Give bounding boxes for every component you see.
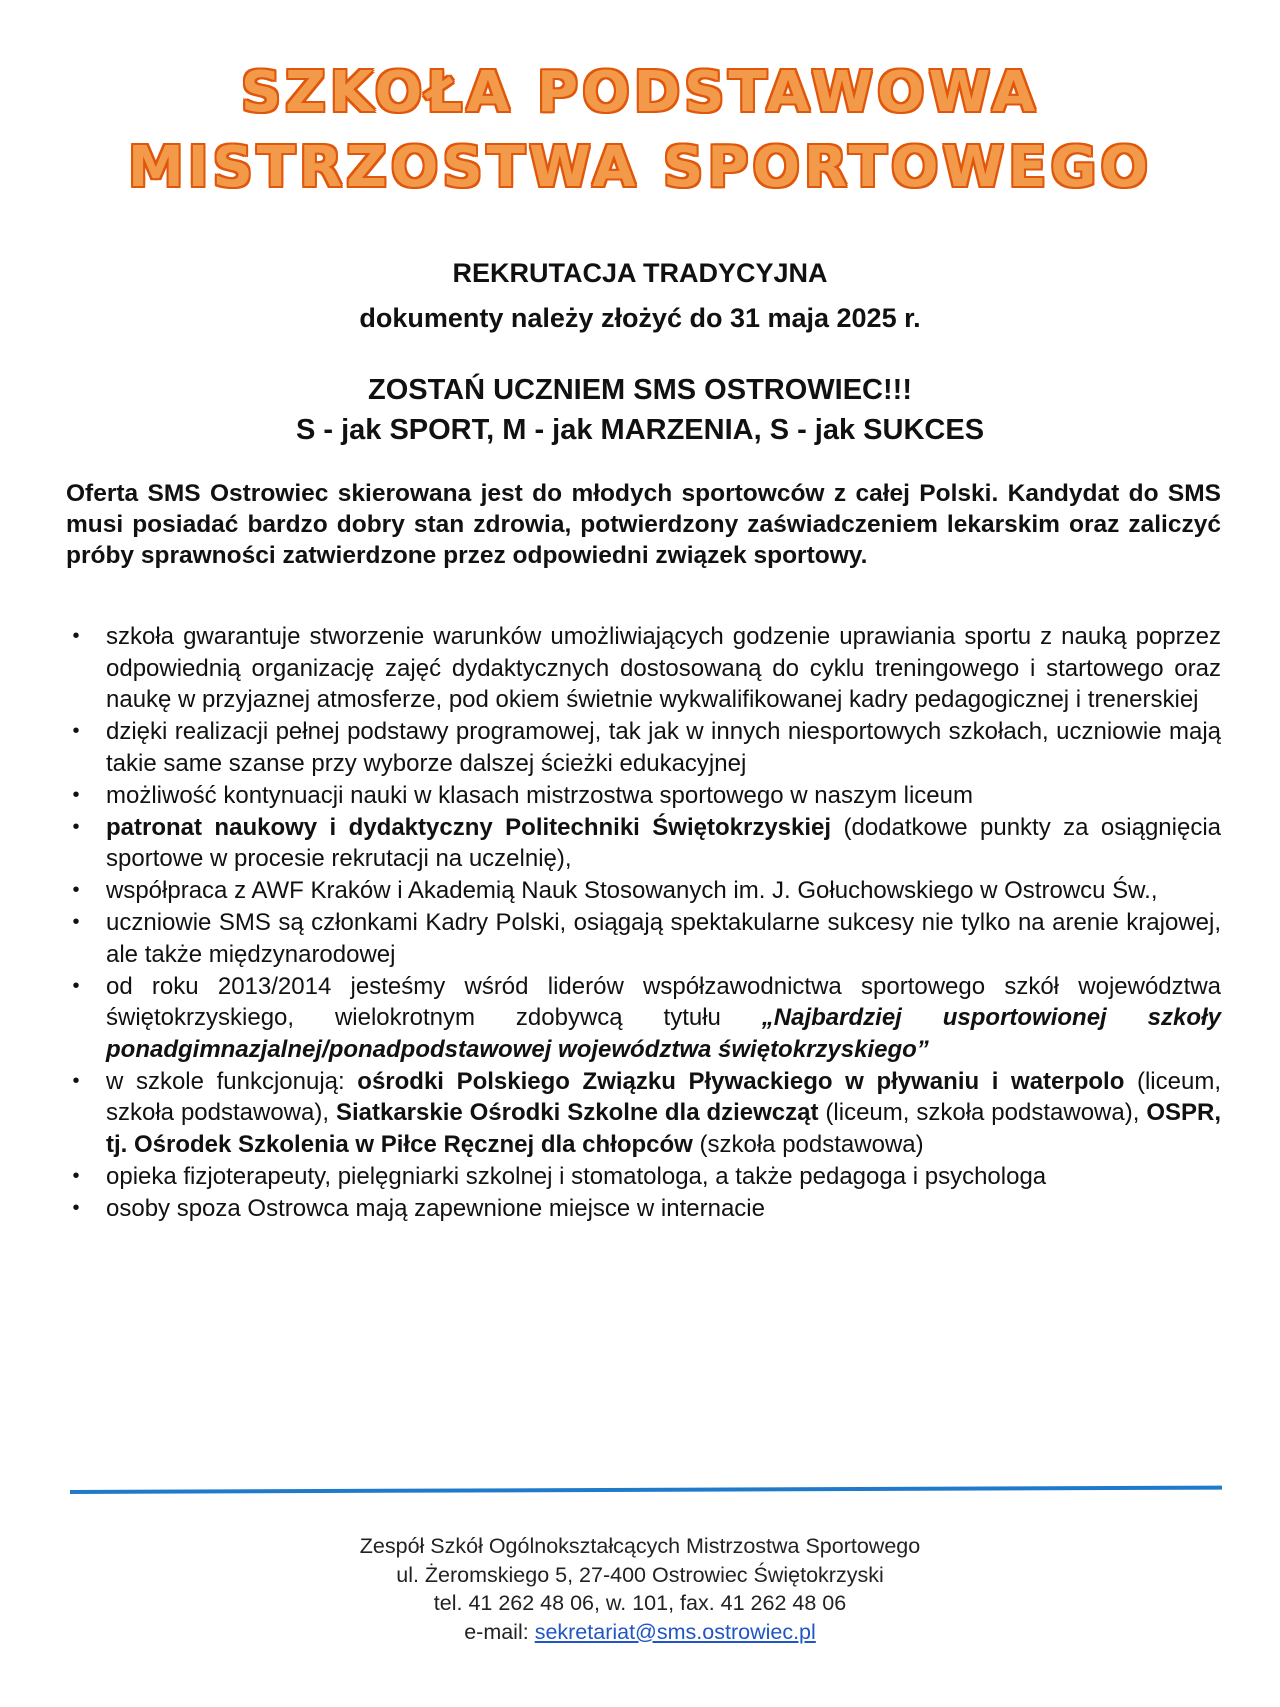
list-item-bold-text: Siatkarskie Ośrodki Szkolne dla dziewcząt (335, 1099, 819, 1126)
bullet-icon: • (72, 720, 80, 742)
list-item-text: (liceum, szkoła podstawowa), (818, 1099, 1147, 1126)
list-item (66, 812, 1221, 875)
list-item-text: od roku 2013/2014 jesteśmy wśród liderów współzawodnictwa sportowego szkół województwa świętokrzyskiego, wielokrotnym zdobywcą tytułu (106, 972, 1221, 1031)
list-item (66, 907, 1221, 970)
bullet-icon: • (72, 625, 80, 647)
list-item (66, 971, 1221, 1066)
list-item (66, 875, 1221, 907)
footer-divider (70, 1486, 1222, 1494)
footer-email-label: e-mail: (464, 1619, 535, 1644)
footer-email-link[interactable]: sekretariat@sms.ostrowiec.pl (534, 1619, 816, 1644)
recruitment-title: REKRUTACJA TRADYCYJNA (452, 258, 828, 288)
slogan-line-1: ZOSTAŃ UCZNIEM SMS OSTROWIEC!!! (368, 374, 912, 406)
list-item-bold-text: OSPR, tj. Ośrodek Szkolenia w Piłce Ręcznej dla chłopców (106, 1099, 1221, 1158)
bullet-icon: • (72, 1164, 80, 1187)
footer (0, 1532, 1280, 1646)
list-item (66, 1066, 1221, 1161)
footer-address: ul. Żeromskiego 5, 27-400 Ostrowiec Świętokrzyski (396, 1562, 884, 1587)
list-item-bold-text: patronat naukowy i dydaktyczny Politechniki Świętokrzyskiej (106, 813, 832, 841)
footer-email-line (0, 1618, 1280, 1647)
footer-organization: Zespół Szkół Ogólnokształcących Mistrzostwa Sportowego (359, 1534, 921, 1558)
bullet-icon: • (72, 783, 80, 806)
list-item-text: (liceum, szkoła podstawowa), (106, 1067, 1221, 1126)
list-item-text: w szkole funkcjonują: (106, 1067, 358, 1095)
recruitment-deadline: dokumenty należy złożyć do 31 maja 2025 r. (359, 303, 921, 333)
list-item-text: osoby spoza Ostrowca mają zapewnione miejsce w internacie (106, 1194, 765, 1222)
list-item (66, 621, 1221, 716)
list-item (66, 716, 1221, 779)
headline-line-1: SZKOŁA PODSTAWOWA (240, 60, 1040, 125)
list-item-text: (dodatkowe punkty za osiągnięcia sportowe w procesie rekrutacji na uczelnię), (106, 813, 1221, 872)
bullet-icon: • (72, 911, 80, 933)
list-item-text: (szkoła podstawowa) (692, 1130, 924, 1158)
bullet-icon: • (72, 1069, 80, 1092)
list-item-text: współpraca z AWF Kraków i Akademią Nauk Stosowanych im. J. Gołuchowskiego w Ostrowcu Św., (106, 877, 1158, 904)
slogan-line-2: S - jak SPORT, M - jak MARZENIA, S - jak SUKCES (295, 414, 985, 446)
list-item (66, 1161, 1221, 1193)
list-item-text: możliwość kontynuacji nauki w klasach mistrzostwa sportowego w naszym liceum (106, 781, 973, 809)
headline-line-2: MISTRZOSTWA SPORTOWEGO (127, 135, 1153, 200)
list-item-text: szkoła gwarantuje stworzenie warunków umożliwiających godzenie uprawiania sportu z nauką poprzez odpowiednią organizację zajęć dydaktycznych dostosowaną do cyklu treningowego i startowego oraz naukę w przyjaznej atmosferze, pod okiem świetnie wykwalifikowanej kadry pedagogicznej i trenerskiej (106, 623, 1221, 713)
bullet-icon: • (72, 1196, 80, 1219)
list-item-text: dzięki realizacji pełnej podstawy programowej, tak jak w innych niesportowych szkołach, uczniowie mają takie same szanse przy wyborze dalszej ścieżki edukacyjnej (106, 718, 1221, 777)
list-item-text: uczniowie SMS są członkami Kadry Polski, osiągają spektakularne sukcesy nie tylko na arenie krajowej, ale także międzynarodowej (106, 909, 1221, 968)
list-item-text: opieka fizjoterapeuty, pielęgniarki szkolnej i stomatologa, a także pedagoga i psychologa (106, 1162, 1047, 1190)
bullet-icon: • (72, 815, 80, 838)
list-item (66, 1193, 1221, 1225)
award-title: „Najbardziej usportowionej szkoły ponadgimnazjalnej/ponadpodstawowej województwa świętokrzyskiego” (106, 1004, 1221, 1063)
offer-list (66, 621, 1221, 1225)
list-item-bold-text: ośrodki Polskiego Związku Pływackiego w pływaniu i waterpolo (357, 1067, 1125, 1095)
list-item (66, 780, 1221, 812)
bullet-icon: • (72, 974, 80, 997)
intro-paragraph: Oferta SMS Ostrowiec skierowana jest do młodych sportowców z całej Polski. Kandydat do SMS musi posiadać bardzo dobry stan zdrowia, potwierdzony zaświadczeniem lekarskim oraz zaliczyć próby sprawności zatwierdzone przez odpowiedni związek sportowy. (66, 480, 1221, 569)
footer-phone: tel. 41 262 48 06, w. 101, fax. 41 262 48 06 (433, 1591, 847, 1615)
bullet-icon: • (72, 879, 80, 901)
